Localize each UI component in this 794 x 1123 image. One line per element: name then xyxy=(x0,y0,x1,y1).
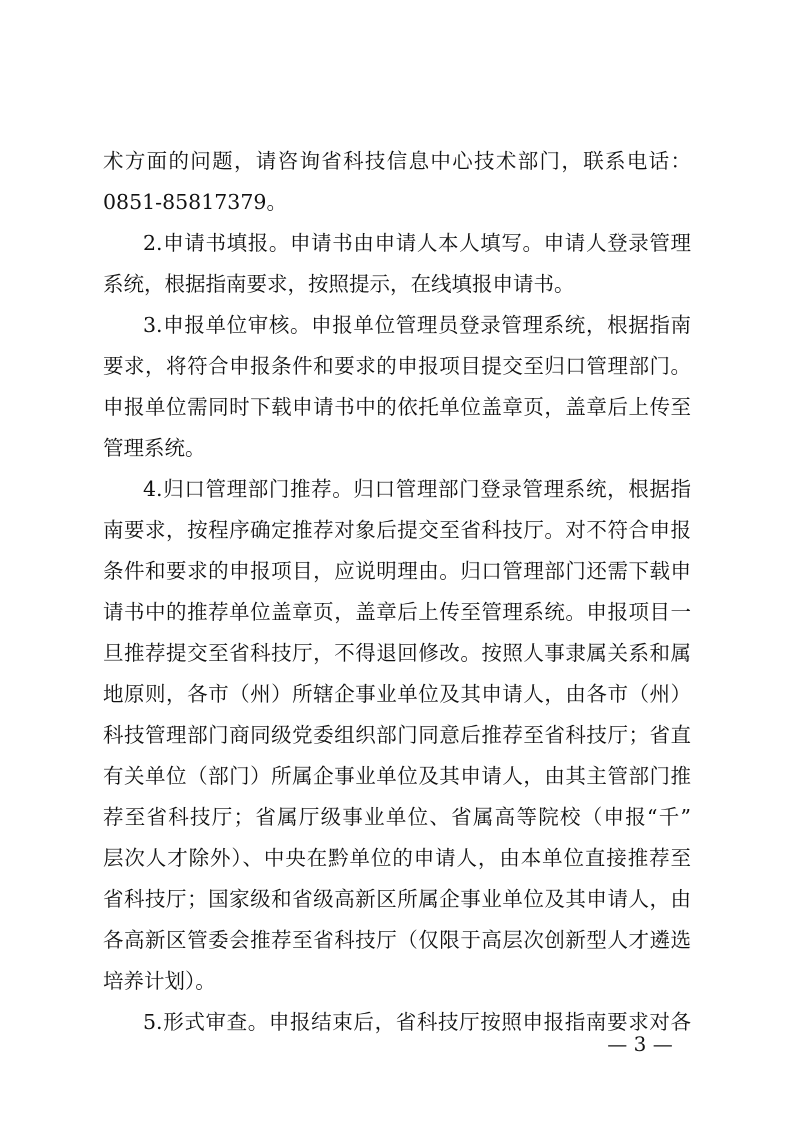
page-number: — 3 — xyxy=(607,1032,673,1056)
text-line: 系统，根据指南要求，按照提示，在线填报申请书。 xyxy=(103,272,575,296)
text-line: 南要求，按程序确定推荐对象后提交至省科技厅。对不符合申报 xyxy=(103,518,691,542)
text-line: 有关单位（部门）所属企事业单位及其申请人，由其主管部门推 xyxy=(103,764,691,788)
text-line: 旦推荐提交至省科技厅，不得退回修改。按照人事隶属关系和属 xyxy=(103,641,691,665)
text-line: 各高新区管委会推荐至省科技厅（仅限于高层次创新型人才遴选 xyxy=(103,928,691,952)
paragraph-5-start: 5.形式审查。申报结束后，省科技厅按照申报指南要求对各 xyxy=(143,1010,691,1034)
text-line: 培养计划）。 xyxy=(103,969,216,993)
text-line: 管理系统。 xyxy=(103,436,206,460)
text-line: 术方面的问题，请咨询省科技信息中心技术部门，联系电话： xyxy=(103,149,691,173)
paragraph-3-start: 3.申报单位审核。申报单位管理员登录管理系统，根据指南 xyxy=(143,313,691,337)
text-line: 0851-85817379。 xyxy=(103,190,287,214)
text-line: 地原则，各市（州）所辖企事业单位及其申请人，由各市（州） xyxy=(103,682,691,706)
text-line: 科技管理部门商同级党委组织部门同意后推荐至省科技厅；省直 xyxy=(103,723,691,747)
paragraph-2-start: 2.申请书填报。申请书由申请人本人填写。申请人登录管理 xyxy=(143,231,691,255)
text-line: 条件和要求的申报项目，应说明理由。归口管理部门还需下载申 xyxy=(103,559,691,583)
text-line: 申报单位需同时下载申请书中的依托单位盖章页，盖章后上传至 xyxy=(103,395,691,419)
text-line: 层次人才除外）、中央在黔单位的申请人，由本单位直接推荐至 xyxy=(103,846,691,870)
text-line: 省科技厅；国家级和省级高新区所属企事业单位及其申请人，由 xyxy=(103,887,691,911)
text-line: 请书中的推荐单位盖章页，盖章后上传至管理系统。申报项目一 xyxy=(103,600,691,624)
text-line: 荐至省科技厅；省属厅级事业单位、省属高等院校（申报“千” xyxy=(103,805,691,829)
paragraph-4-start: 4.归口管理部门推荐。归口管理部门登录管理系统，根据指 xyxy=(143,477,691,501)
text-line: 要求，将符合申报条件和要求的申报项目提交至归口管理部门。 xyxy=(103,354,691,378)
